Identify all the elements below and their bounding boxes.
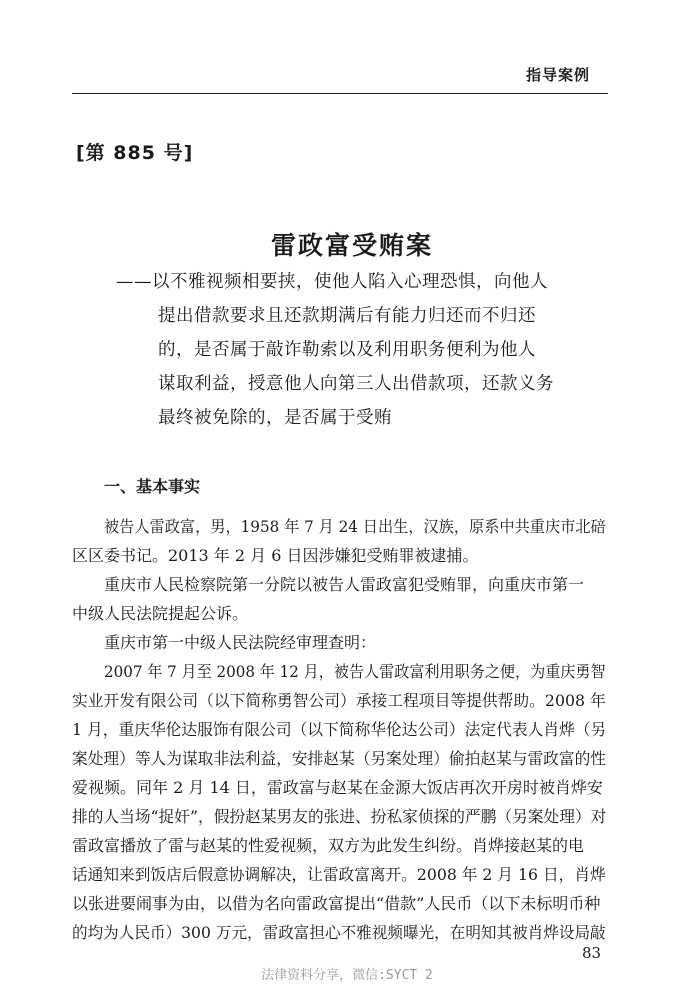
body-line: 中级人民法院提起公诉。 — [72, 604, 249, 623]
subtitle-line: ——以不雅视频相要挟，使他人陷入心理恐惧，向他人 — [116, 272, 548, 292]
subtitle-line: 谋取利益，授意他人向第三人出借款项，还款义务 — [158, 374, 554, 394]
body-line: 2007 年 7 月至 2008 年 12 月，被告人雷政富利用职务之便，为重庆勇智 — [104, 662, 606, 681]
footer-watermark: 法律资料分享，微信:SYCT 2 — [261, 968, 433, 983]
subtitle-line: 的，是否属于敲诈勒索以及利用职务便利为他人 — [158, 340, 536, 360]
body-line: 话通知来到饭店后假意协调解决，让雷政富离开。2008 年 2 月 16 日，肖烨 — [72, 865, 606, 884]
subtitle-line: 提出借款要求且还款期满后有能力归还而不归还 — [158, 306, 536, 326]
section-heading: 一、基本事实 — [104, 477, 201, 496]
body-line: 以张进要闹事为由，以借为名向雷政富提出“借款”人民币（以下未标明币种 — [72, 894, 601, 913]
body-line: 区区委书记。2013 年 2 月 6 日因涉嫌犯受贿罪被逮捕。 — [72, 546, 479, 565]
body-line: 的均为人民币）300 万元，雷政富担心不雅视频曝光，在明知其被肖烨设局敲 — [72, 923, 606, 942]
subtitle-line: 最终被免除的，是否属于受贿 — [158, 408, 392, 428]
case-title: 雷政富受贿案 — [270, 231, 433, 260]
running-header-label: 指导案例 — [525, 66, 590, 84]
header-rule — [72, 93, 608, 94]
body-line: 实业开发有限公司（以下简称勇智公司）承接工程项目等提供帮助。2008 年 — [72, 691, 606, 710]
body-line: 1 月，重庆华伦达服饰有限公司（以下简称华伦达公司）法定代表人肖烨（另 — [72, 720, 607, 739]
body-line: 重庆市第一中级人民法院经审理查明： — [104, 633, 377, 652]
body-line: 被告人雷政富，男，1958 年 7 月 24 日出生，汉族，原系中共重庆市北碚 — [104, 517, 606, 536]
case-number: [第 885 号] — [76, 142, 194, 164]
body-line: 爱视频。同年 2 月 14 日，雷政富与赵某在金源大饭店再次开房时被肖烨安 — [72, 778, 603, 797]
body-line: 排的人当场“捉奸”，假扮赵某男友的张进、扮私家侦探的严鹏（另案处理）对 — [72, 807, 607, 826]
body-line: 重庆市人民检察院第一分院以被告人雷政富犯受贿罪，向重庆市第一 — [104, 575, 585, 594]
body-line: 雷政富播放了雷与赵某的性爱视频，双方为此发生纠纷。肖烨接赵某的电 — [72, 836, 585, 855]
page-number: 83 — [582, 944, 602, 962]
body-line: 案处理）等人为谋取非法利益，安排赵某（另案处理）偷拍赵某与雷政富的性 — [72, 749, 607, 768]
